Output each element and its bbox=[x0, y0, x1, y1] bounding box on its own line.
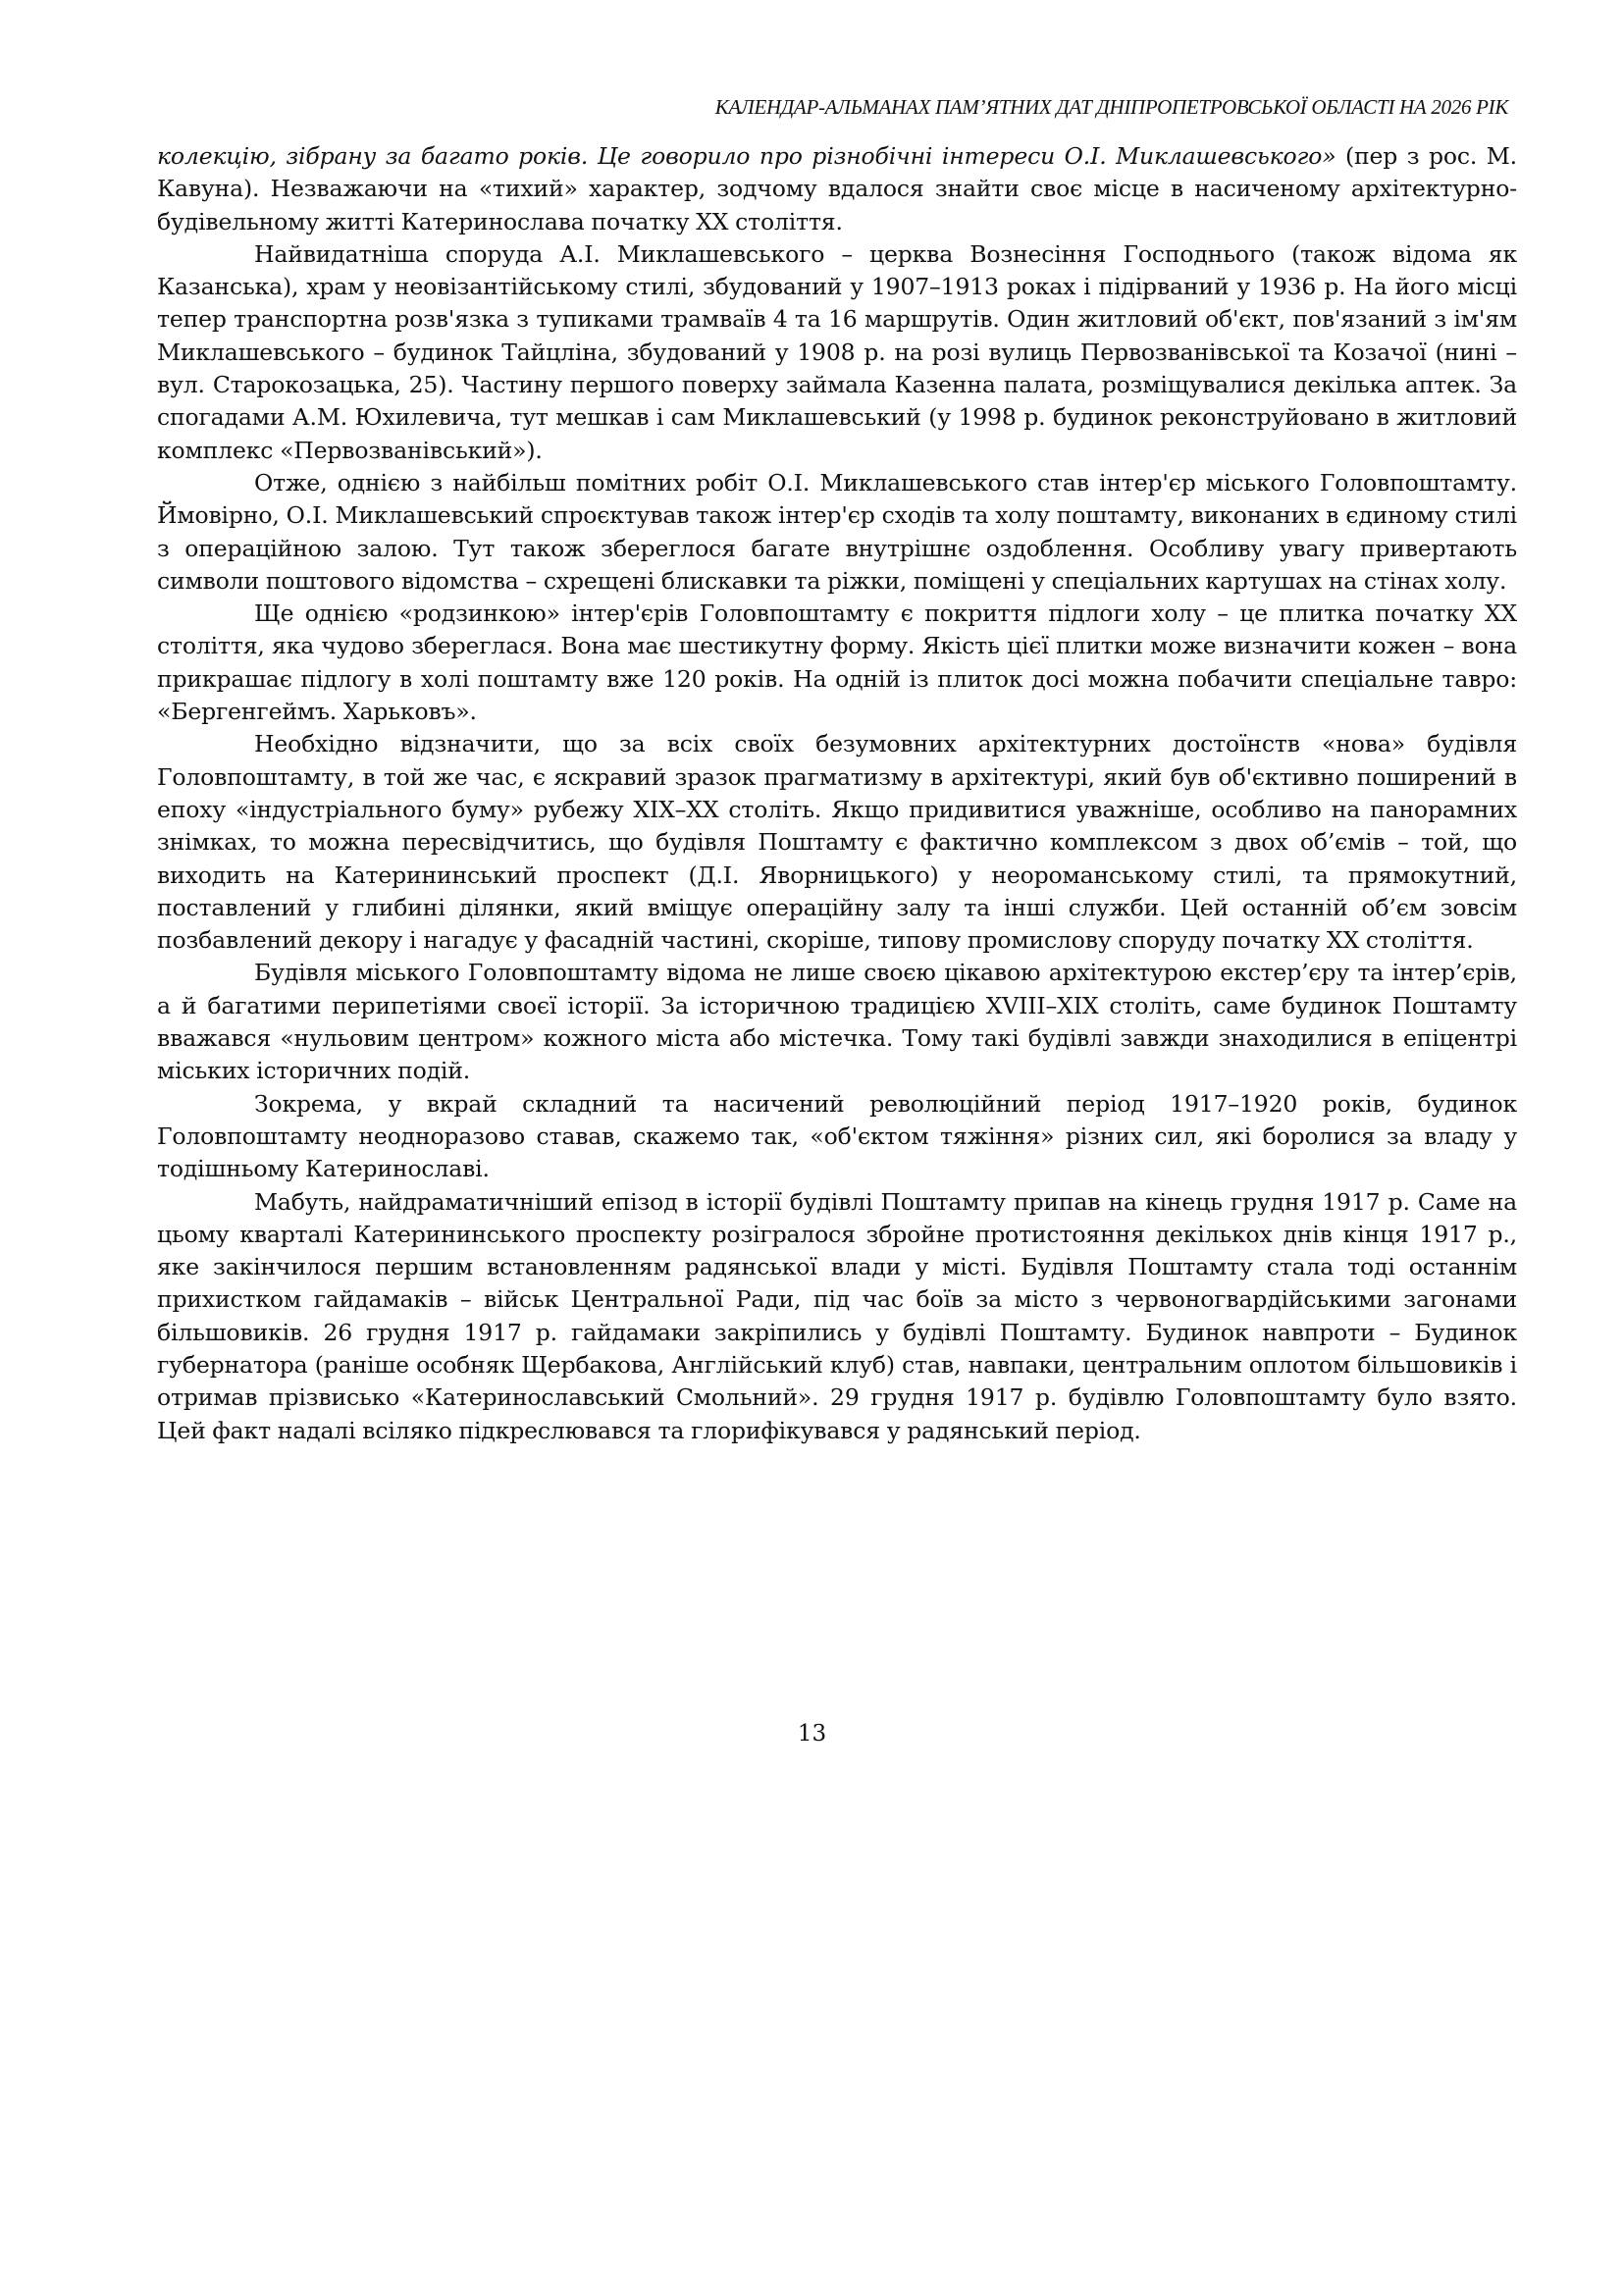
running-header: КАЛЕНДАР-АЛЬМАНАХ ПАМ’ЯТНИХ ДАТ ДНІПРОПЕТРОВСЬКОЇ ОБЛАСТІ НА 2026 РІК bbox=[714, 95, 1508, 119]
paragraph-7: Зокрема, у вкрай складний та насичений революційний період 1917–1920 років, будинок Головпоштамту неодноразово ставав, скажемо так, «об'єктом тяжіння» різних сил, які боролися за владу у тодішньому Катеринославі. bbox=[157, 1089, 1517, 1183]
paragraph-4: Ще однією «родзинкою» інтер'єрів Головпоштамту є покриття підлоги холу – це плитка початку XX століття, яка чудово збереглася. Вона має шестикутну форму. Якість цієї плитки може визначити кожен – вона прикрашає підлогу в холі поштамту вже 120 років. На одній із плиток досі можна побачити спеціальне тавро: «Бергенгеймъ. Харьковъ». bbox=[157, 600, 1517, 726]
paragraph-text: (пер з рос. М. Кавуна). Незважаючи на «тихий» характер, зодчому вдалося знайти своє місце в насиченому архітектурно-будівельному житті Катеринослава початку XX століття. bbox=[157, 142, 1517, 235]
paragraph-1 bbox=[157, 140, 1517, 238]
paragraph-2: Найвидатніша споруда А.І. Миклашевського – церква Вознесіння Господнього (також відома як Казанська), храм у неовізантійському стилі, збудований у 1907–1913 роках і підірваний у 1936 р. На його місці тепер транспортна розв'язка з тупиками трамваїв 4 та 16 маршрутів. Один житловий об'єкт, пов'язаний з ім'ям Миклашевського – будинок Тайцліна, збудований у 1908 р. на розі вулиць Первозванівської та Козачої (нині – вул. Старокозацька, 25). Частину першого поверху займала Казенна палата, розміщувалися декілька аптек. За спогадами А.М. Юхилевича, тут мешкав і сам Миклашевський (у 1998 р. будинок реконструйовано в житловий комплекс «Первозванівський»). bbox=[157, 239, 1517, 464]
page-number: 13 bbox=[797, 1721, 827, 1747]
paragraph-3: Отже, однією з найбільш помітних робіт О.І. Миклашевського став інтер'єр міського Головпоштамту. Ймовірно, О.І. Миклашевський спроєктував також інтер'єр сходів та холу поштамту, виконаних в єдиному стилі з операційною залою. Тут також збереглося багате внутрішнє оздоблення. Особливу увагу привертають символи поштового відомства – схрещені блискавки та ріжки, поміщені у спеціальних картушах на стінах холу. bbox=[157, 468, 1517, 595]
paragraph-8: Мабуть, найдраматичніший епізод в історії будівлі Поштамту припав на кінець грудня 1917 р. Саме на цьому кварталі Катерининського проспекту розігралося збройне протистояння декількох днів кінця 1917 р., яке закінчилося першим встановленням радянської влади у місті. Будівля Поштамту стала тоді останнім прихистком гайдамаків – військ Центральної Ради, під час боїв за місто з червоногвардійськими загонами більшовиків. 26 грудня 1917 р. гайдамаки закріпились у будівлі Поштамту. Будинок навпроти – Будинок губернатора (раніше особняк Щербакова, Англійський клуб) став, навпаки, центральним оплотом більшовиків і отримав прізвисько «Катеринославський Смольний». 29 грудня 1917 р. будівлю Головпоштамту було взято. Цей факт надалі всіляко підкреслювався та глорифікувався у радянський період. bbox=[157, 1187, 1517, 1444]
paragraph-6: Будівля міського Головпоштамту відома не лише своєю цікавою архітектурою екстер’єру та інтер’єрів, а й багатими перипетіями своєї історії. За історичною традицією XVIII–XIX століть, саме будинок Поштамту вважався «нульовим центром» кожного міста або містечка. Тому такі будівлі завжди знаходилися в епіцентрі міських історичних подій. bbox=[157, 959, 1517, 1085]
italic-quote: колекцію, зібрану за багато років. Це говорило про різнобічні інтереси О.І. Миклашевського» bbox=[157, 142, 1336, 170]
paragraph-5: Необхідно відзначити, що за всіх своїх безумовних архітектурних достоїнств «нова» будівля Головпоштамту, в той же час, є яскравий зразок прагматизму в архітектурі, який був об'єктивно поширений в епоху «індустріального буму» рубежу XIX–XX століть. Якщо придивитися уважніше, особливо на панорамних знімках, то можна пересвідчитись, що будівля Поштамту є фактично комплексом з двох об’ємів – той, що виходить на Катерининський проспект (Д.І. Яворницького) у неороманському стилі, та прямокутний, поставлений у глибині ділянки, який вміщує операційну залу та інші служби. Цей останній об’єм зовсім позбавлений декору і нагадує у фасадній частині, скоріше, типову промислову споруду початку XX століття. bbox=[157, 730, 1517, 955]
article-body bbox=[157, 140, 1517, 1447]
